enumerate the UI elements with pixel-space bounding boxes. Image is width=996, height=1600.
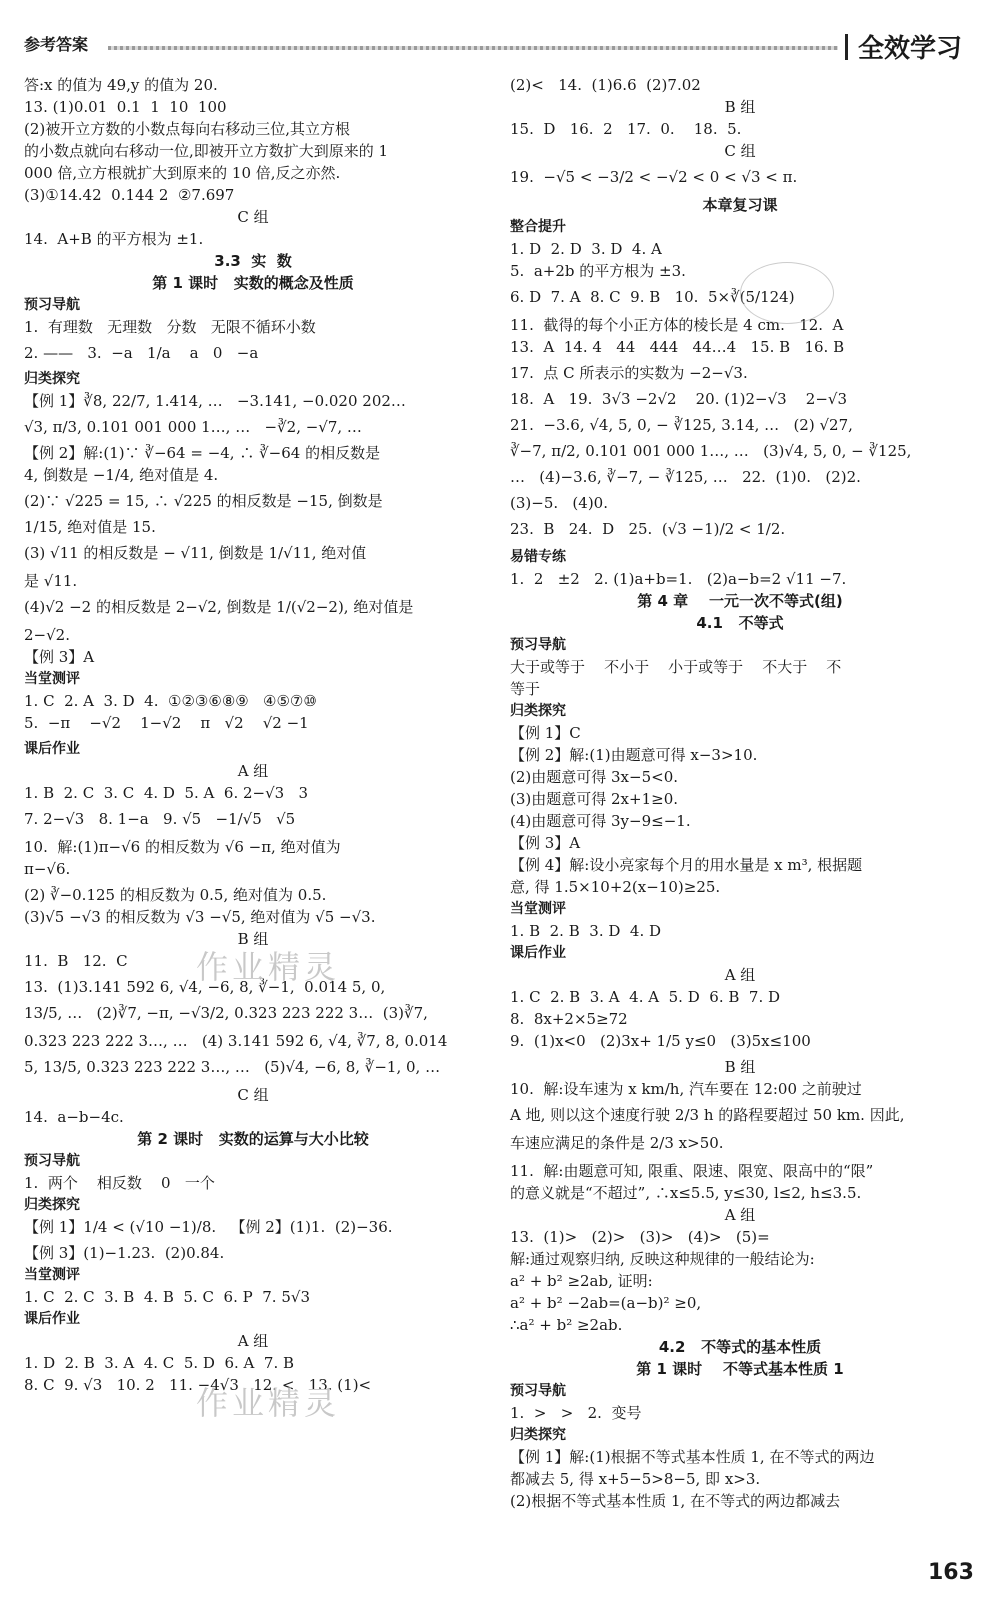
text-line: 000 倍,立方根就扩大到原来的 10 倍,反之亦然.	[24, 164, 341, 182]
text-line: 1. C 2. B 3. A 4. A 5. D 6. B 7. D	[510, 988, 781, 1006]
page-number: 163	[928, 1560, 974, 1585]
text-line: 第 1 课时 实数的概念及性质	[152, 274, 354, 292]
text-line: 21. −3.6, √4, 5, 0, − ∛125, 3.14, … (2) √27,	[510, 416, 853, 434]
text-line: 等于	[510, 680, 541, 698]
text-line: 1. D 2. D 3. D 4. A	[510, 240, 662, 258]
text-line: (2)根据不等式基本性质 1, 在不等式的两边都减去	[510, 1492, 841, 1510]
text-line: A 组	[237, 762, 269, 780]
brand-title: 全效学习	[858, 34, 963, 64]
text-line: 4.1 不等式	[696, 614, 784, 632]
text-line: 2. —— 3. −a 1/a a 0 −a	[24, 344, 259, 362]
text-line: (4)√2 −2 的相反数是 2−√2, 倒数是 1/(√2−2), 绝对值是	[24, 598, 414, 616]
text-line: 预习导航	[24, 297, 80, 313]
text-line: 【例 2】解:(1)由题意可得 x−3>10.	[510, 746, 758, 764]
header-divider	[845, 34, 848, 60]
text-line: 第 4 章 一元一次不等式(组)	[637, 592, 843, 610]
text-line: 1. 有理数 无理数 分数 无限不循环小数	[24, 318, 316, 336]
text-line: 1. 两个 相反数 0 一个	[24, 1174, 215, 1192]
text-line: 10. 解:(1)π−√6 的相反数为 √6 −π, 绝对值为	[24, 838, 341, 856]
page-header	[0, 0, 996, 62]
text-line: 4, 倒数是 −1/4, 绝对值是 4.	[24, 466, 219, 484]
text-line: √3, π/3, 0.101 001 000 1…, … −∛2, −√7, …	[24, 418, 362, 436]
text-line: ∛−7, π/2, 0.101 001 000 1…, … (3)√4, 5, 0, − ∛125,	[510, 442, 912, 460]
text-line: 13. (1)3.141 592 6, √4, −6, 8, ∛−1, 0.014 5, 0,	[24, 978, 386, 996]
stamp-mark	[740, 262, 834, 324]
text-line: B 组	[237, 930, 269, 948]
text-line: (4)由题意可得 3y−9≤−1.	[510, 812, 691, 830]
text-line: 预习导航	[24, 1153, 80, 1169]
text-line: 本章复习课	[702, 196, 778, 214]
text-line: A 地, 则以这个速度行驶 2/3 h 的路程要超过 50 km. 因此,	[510, 1106, 905, 1124]
text-line: 【例 1】解:(1)根据不等式基本性质 1, 在不等式的两边	[510, 1448, 875, 1466]
text-line: 14. a−b−4c.	[24, 1108, 124, 1126]
text-line: C 组	[724, 142, 756, 160]
text-line: (3)√5 −√3 的相反数为 √3 −√5, 绝对值为 √5 −√3.	[24, 908, 376, 926]
text-line: 8. C 9. √3 10. 2 11. −4√3 12. < 13. (1)<	[24, 1376, 372, 1394]
text-line: B 组	[724, 1058, 756, 1076]
text-line: 1. > > 2. 变号	[510, 1404, 642, 1422]
text-line: (2)∵ √225 = 15, ∴ √225 的相反数是 −15, 倒数是	[24, 492, 383, 510]
text-line: 车速应满足的条件是 2/3 x>50.	[510, 1134, 724, 1152]
text-line: A 组	[724, 966, 756, 984]
text-line: 预习导航	[510, 1383, 566, 1399]
text-line: 归类探究	[24, 1197, 80, 1213]
text-line: 13. A 14. 4 44 444 44…4 15. B 16. B	[510, 338, 845, 356]
text-line: 11. B 12. C	[24, 952, 128, 970]
text-line: 1. B 2. C 3. C 4. D 5. A 6. 2−√3 3	[24, 784, 309, 802]
text-line: 7. 2−√3 8. 1−a 9. √5 −1/√5 √5	[24, 810, 296, 828]
text-line: 是 √11.	[24, 572, 78, 590]
text-line: π−√6.	[24, 860, 71, 878]
text-line: 第 1 课时 不等式基本性质 1	[636, 1360, 844, 1378]
text-line: 0.323 223 222 3…, … (4) 3.141 592 6, √4, ∛7, 8, 0.014	[24, 1032, 448, 1050]
text-line: 19. −√5 < −3/2 < −√2 < 0 < √3 < π.	[510, 168, 798, 186]
text-line: 10. 解:设车速为 x km/h, 汽车要在 12:00 之前驶过	[510, 1080, 862, 1098]
text-line: (3) √11 的相反数是 − √11, 倒数是 1/√11, 绝对值	[24, 544, 367, 562]
text-line: 1. C 2. A 3. D 4. ①②③⑥⑧⑨ ④⑤⑦⑩	[24, 692, 317, 710]
text-line: (3)由题意可得 2x+1≥0.	[510, 790, 679, 808]
text-line: … (4)−3.6, ∛−7, − ∛125, … 22. (1)0. (2)2.	[510, 468, 861, 486]
text-line: 大于或等于 不小于 小于或等于 不大于 不	[510, 658, 842, 676]
text-line: 5, 13/5, 0.323 223 222 3…, … (5)√4, −6, 8, ∛−1, 0, …	[24, 1058, 441, 1076]
watermark: 作业精灵	[196, 948, 341, 986]
text-line: 15. D 16. 2 17. 0. 18. 5.	[510, 120, 742, 138]
text-line: 1. C 2. C 3. B 4. B 5. C 6. P 7. 5√3	[24, 1288, 310, 1306]
text-line: 5. −π −√2 1−√2 π √2 √2 −1	[24, 714, 309, 732]
text-line: 3.3 实 数	[214, 252, 292, 270]
text-line: 归类探究	[510, 1427, 566, 1443]
text-line: 【例 1】1/4 < (√10 −1)/8. 【例 2】(1)1. (2)−36.	[24, 1218, 393, 1236]
text-line: 13. (1)0.01 0.1 1 10 100	[24, 98, 227, 116]
text-line: 的小数点就向右移动一位,即被开立方数扩大到原来的 1	[24, 142, 389, 160]
text-line: 当堂测评	[24, 671, 80, 687]
text-line: 13. (1)> (2)> (3)> (4)> (5)=	[510, 1228, 770, 1246]
text-line: 4.2 不等式的基本性质	[658, 1338, 822, 1356]
text-line: 当堂测评	[24, 1267, 80, 1283]
text-line: (2) ∛−0.125 的相反数为 0.5, 绝对值为 0.5.	[24, 886, 327, 904]
text-line: (2)被开立方数的小数点每向右移动三位,其立方根	[24, 120, 351, 138]
text-line: 解:通过观察归纳, 反映这种规律的一般结论为:	[510, 1250, 815, 1268]
text-line: 都减去 5, 得 x+5−5>8−5, 即 x>3.	[510, 1470, 761, 1488]
text-line: 23. B 24. D 25. (√3 −1)/2 < 1/2.	[510, 520, 786, 538]
header-label: 参考答案	[24, 35, 89, 54]
text-line: 答:x 的值为 49,y 的值为 20.	[24, 76, 218, 94]
text-line: 1. 2 ±2 2. (1)a+b=1. (2)a−b=2 √11 −7.	[510, 570, 847, 588]
text-line: 【例 3】A	[24, 648, 95, 666]
text-line: 1/15, 绝对值是 15.	[24, 518, 156, 536]
text-line: 第 2 课时 实数的运算与大小比较	[137, 1130, 369, 1148]
text-line: 1. D 2. B 3. A 4. C 5. D 6. A 7. B	[24, 1354, 295, 1372]
text-line: 14. A+B 的平方根为 ±1.	[24, 230, 204, 248]
text-line: C 组	[237, 1086, 269, 1104]
text-line: 【例 1】C	[510, 724, 581, 742]
text-line: C 组	[237, 208, 269, 226]
text-line: 整合提升	[510, 219, 566, 235]
text-line: 2−√2.	[24, 626, 70, 644]
text-line: 预习导航	[510, 637, 566, 653]
text-line: (2)< 14. (1)6.6 (2)7.02	[510, 76, 701, 94]
text-line: 9. (1)x<0 (2)3x+ 1/5 y≤0 (3)5x≤100	[510, 1032, 811, 1050]
text-line: ∴a² + b² ≥2ab.	[510, 1316, 623, 1334]
text-line: (2)由题意可得 3x−5<0.	[510, 768, 679, 786]
text-line: 当堂测评	[510, 901, 566, 917]
text-line: 课后作业	[510, 945, 566, 961]
text-line: 意, 得 1.5×10+2(x−10)≥25.	[510, 878, 721, 896]
text-line: 归类探究	[510, 703, 566, 719]
text-line: 13/5, … (2)∛7, −π, −√3/2, 0.323 223 222 3… (3)∛7,	[24, 1004, 428, 1022]
text-line: 易错专练	[510, 549, 566, 565]
header-rule	[108, 46, 838, 50]
text-line: 课后作业	[24, 1311, 80, 1327]
text-line: 【例 4】解:设小亮家每个月的用水量是 x m³, 根据题	[510, 856, 863, 874]
text-line: A 组	[237, 1332, 269, 1350]
text-line: 1. B 2. B 3. D 4. D	[510, 922, 662, 940]
text-line: 【例 1】∛8, 22/7, 1.414, … −3.141, −0.020 202…	[24, 392, 406, 410]
text-line: a² + b² −2ab=(a−b)² ≥0,	[510, 1294, 702, 1312]
text-line: 17. 点 C 所表示的实数为 −2−√3.	[510, 364, 748, 382]
text-line: 归类探究	[24, 371, 80, 387]
text-line: 11. 解:由题意可知, 限重、限速、限宽、限高中的“限”	[510, 1162, 874, 1180]
text-line: 18. A 19. 3√3 −2√2 20. (1)2−√3 2−√3	[510, 390, 847, 408]
text-line: a² + b² ≥2ab, 证明:	[510, 1272, 653, 1290]
watermark: 作业精灵	[196, 1384, 341, 1422]
text-line: 11. 截得的每个小正方体的棱长是 4 cm. 12. A	[510, 316, 844, 334]
text-line: 的意义就是“不超过”, ∴x≤5.5, y≤30, l≤2, h≤3.5.	[510, 1184, 862, 1202]
text-line: 6. D 7. A 8. C 9. B 10. 5×∛(5/124)	[510, 288, 795, 306]
text-line: 8. 8x+2×5≥72	[510, 1010, 628, 1028]
text-line: 课后作业	[24, 741, 80, 757]
text-line: 5. a+2b 的平方根为 ±3.	[510, 262, 686, 280]
text-line: 【例 3】A	[510, 834, 581, 852]
text-line: B 组	[724, 98, 756, 116]
text-line: (3)−5. (4)0.	[510, 494, 608, 512]
left-column	[24, 76, 482, 1398]
text-line: 【例 3】(1)−1.23. (2)0.84.	[24, 1244, 225, 1262]
text-line: 【例 2】解:(1)∵ ∛−64 = −4, ∴ ∛−64 的相反数是	[24, 444, 381, 462]
text-line: A 组	[724, 1206, 756, 1224]
text-line: (3)①14.42 0.144 2 ②7.697	[24, 186, 235, 204]
